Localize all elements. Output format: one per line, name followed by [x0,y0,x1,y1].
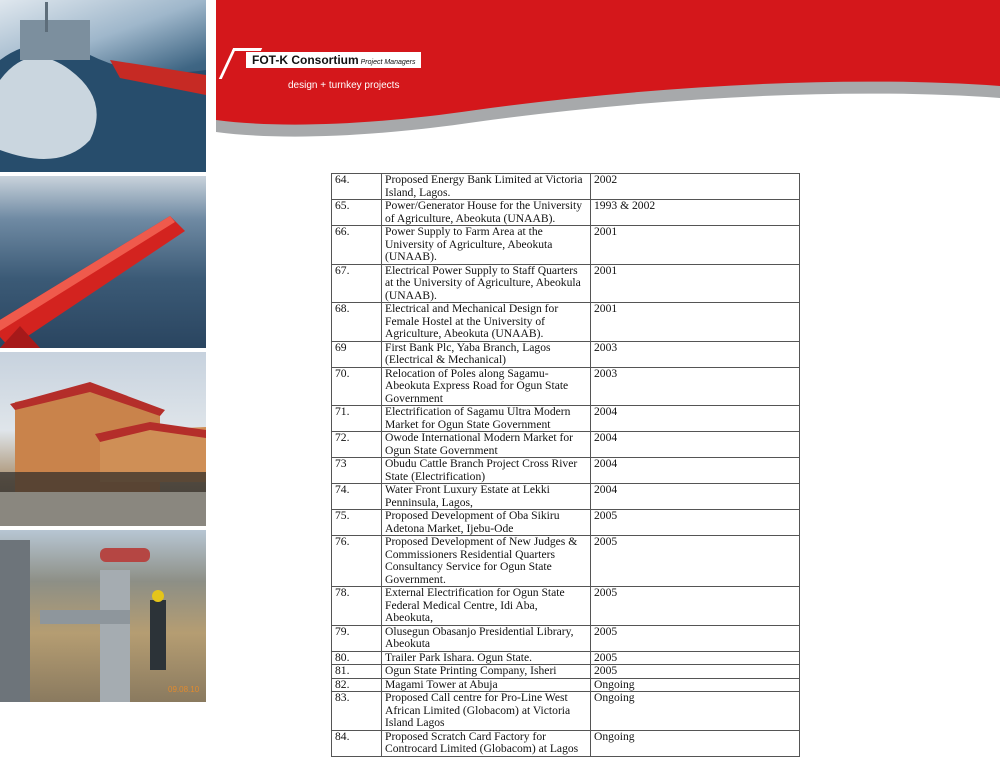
project-row [332,226,800,265]
project-number: 65. [332,200,382,226]
project-row [332,406,800,432]
project-description: External Electrification for Ogun State Federal Medical Centre, Idi Aba, Abeokuta, [382,587,591,626]
photo-red-pipeline [0,176,206,348]
project-row [332,200,800,226]
project-description: Water Front Luxury Estate at Lekki Penninsula, Lagos, [382,484,591,510]
project-year: Ongoing [591,730,800,756]
company-tagline: design + turnkey projects [288,80,400,91]
project-row [332,625,800,651]
project-description: Electrification of Sagamu Ultra Modern Market for Ogun State Government [382,406,591,432]
project-row [332,730,800,756]
project-description: Obudu Cattle Branch Project Cross River State (Electrification) [382,458,591,484]
project-number: 72. [332,432,382,458]
project-number: 74. [332,484,382,510]
project-row [332,174,800,200]
project-number: 69 [332,341,382,367]
project-number: 81. [332,665,382,679]
project-year: 2005 [591,536,800,587]
company-name: FOT-K Consortium Project Managers [246,52,421,68]
photo-date-stamp: 09.08.10 [168,685,200,694]
project-number: 80. [332,651,382,665]
project-year: 2003 [591,341,800,367]
project-row [332,587,800,626]
project-year: 2002 [591,174,800,200]
project-description: Power/Generator House for the University of Agriculture, Abeokuta (UNAAB). [382,200,591,226]
project-year: 2005 [591,625,800,651]
project-row [332,432,800,458]
project-row [332,303,800,342]
project-year: 2001 [591,226,800,265]
project-description: Ogun State Printing Company, Isheri [382,665,591,679]
project-description: Proposed Energy Bank Limited at Victoria Island, Lagos. [382,174,591,200]
project-description: Electrical Power Supply to Staff Quarters at the University of Agriculture, Abeokula (UNAAB). [382,264,591,303]
project-number: 75. [332,510,382,536]
project-row [332,264,800,303]
project-year: 2004 [591,484,800,510]
project-description: Proposed Scratch Card Factory for Controcard Limited (Globacom) at Lagos [382,730,591,756]
project-year: Ongoing [591,678,800,692]
project-description: Magami Tower at Abuja [382,678,591,692]
project-number: 83. [332,692,382,731]
project-number: 67. [332,264,382,303]
project-year: 2003 [591,367,800,406]
project-row [332,367,800,406]
project-number: 82. [332,678,382,692]
project-number: 78. [332,587,382,626]
project-number: 79. [332,625,382,651]
project-number: 71. [332,406,382,432]
project-row [332,536,800,587]
project-row [332,341,800,367]
project-description: Power Supply to Farm Area at the University of Agriculture, Abeokuta (UNAAB). [382,226,591,265]
project-number: 64. [332,174,382,200]
project-year: 2004 [591,406,800,432]
photo-column [0,0,208,702]
project-number: 73 [332,458,382,484]
project-year: 2001 [591,303,800,342]
project-number: 76. [332,536,382,587]
project-year: 2005 [591,510,800,536]
project-description: Owode International Modern Market for Ogun State Government [382,432,591,458]
project-row [332,484,800,510]
project-description: Relocation of Poles along Sagamu- Abeokuta Express Road for Ogun State Government [382,367,591,406]
project-description: First Bank Plc, Yaba Branch, Lagos (Electrical & Mechanical) [382,341,591,367]
photo-building [0,352,206,526]
project-row [332,510,800,536]
project-number: 66. [332,226,382,265]
project-year: 2004 [591,458,800,484]
projects-table [331,173,800,757]
project-year: 2005 [591,651,800,665]
project-description: Electrical and Mechanical Design for Female Hostel at the University of Agriculture, Abeokuta (UNAAB). [382,303,591,342]
project-row [332,651,800,665]
project-row [332,458,800,484]
project-description: Trailer Park Ishara. Ogun State. [382,651,591,665]
project-year: Ongoing [591,692,800,731]
project-year: 2004 [591,432,800,458]
project-year: 2005 [591,665,800,679]
photo-offshore-pipeline [0,0,206,172]
company-logo [226,48,416,78]
project-row [332,692,800,731]
project-number: 84. [332,730,382,756]
project-description: Proposed Call centre for Pro-Line West African Limited (Globacom) at Victoria Island Lagos [382,692,591,731]
project-row [332,678,800,692]
project-row [332,665,800,679]
project-description: Proposed Development of Oba Sikiru Adetona Market, Ijebu-Ode [382,510,591,536]
project-description: Proposed Development of New Judges & Commissioners Residential Quarters Consultancy Service for Ogun State Government. [382,536,591,587]
photo-gas-plant [0,530,206,702]
project-year: 1993 & 2002 [591,200,800,226]
project-number: 70. [332,367,382,406]
project-year: 2005 [591,587,800,626]
project-description: Olusegun Obasanjo Presidential Library, Abeokuta [382,625,591,651]
project-year: 2001 [591,264,800,303]
project-number: 68. [332,303,382,342]
